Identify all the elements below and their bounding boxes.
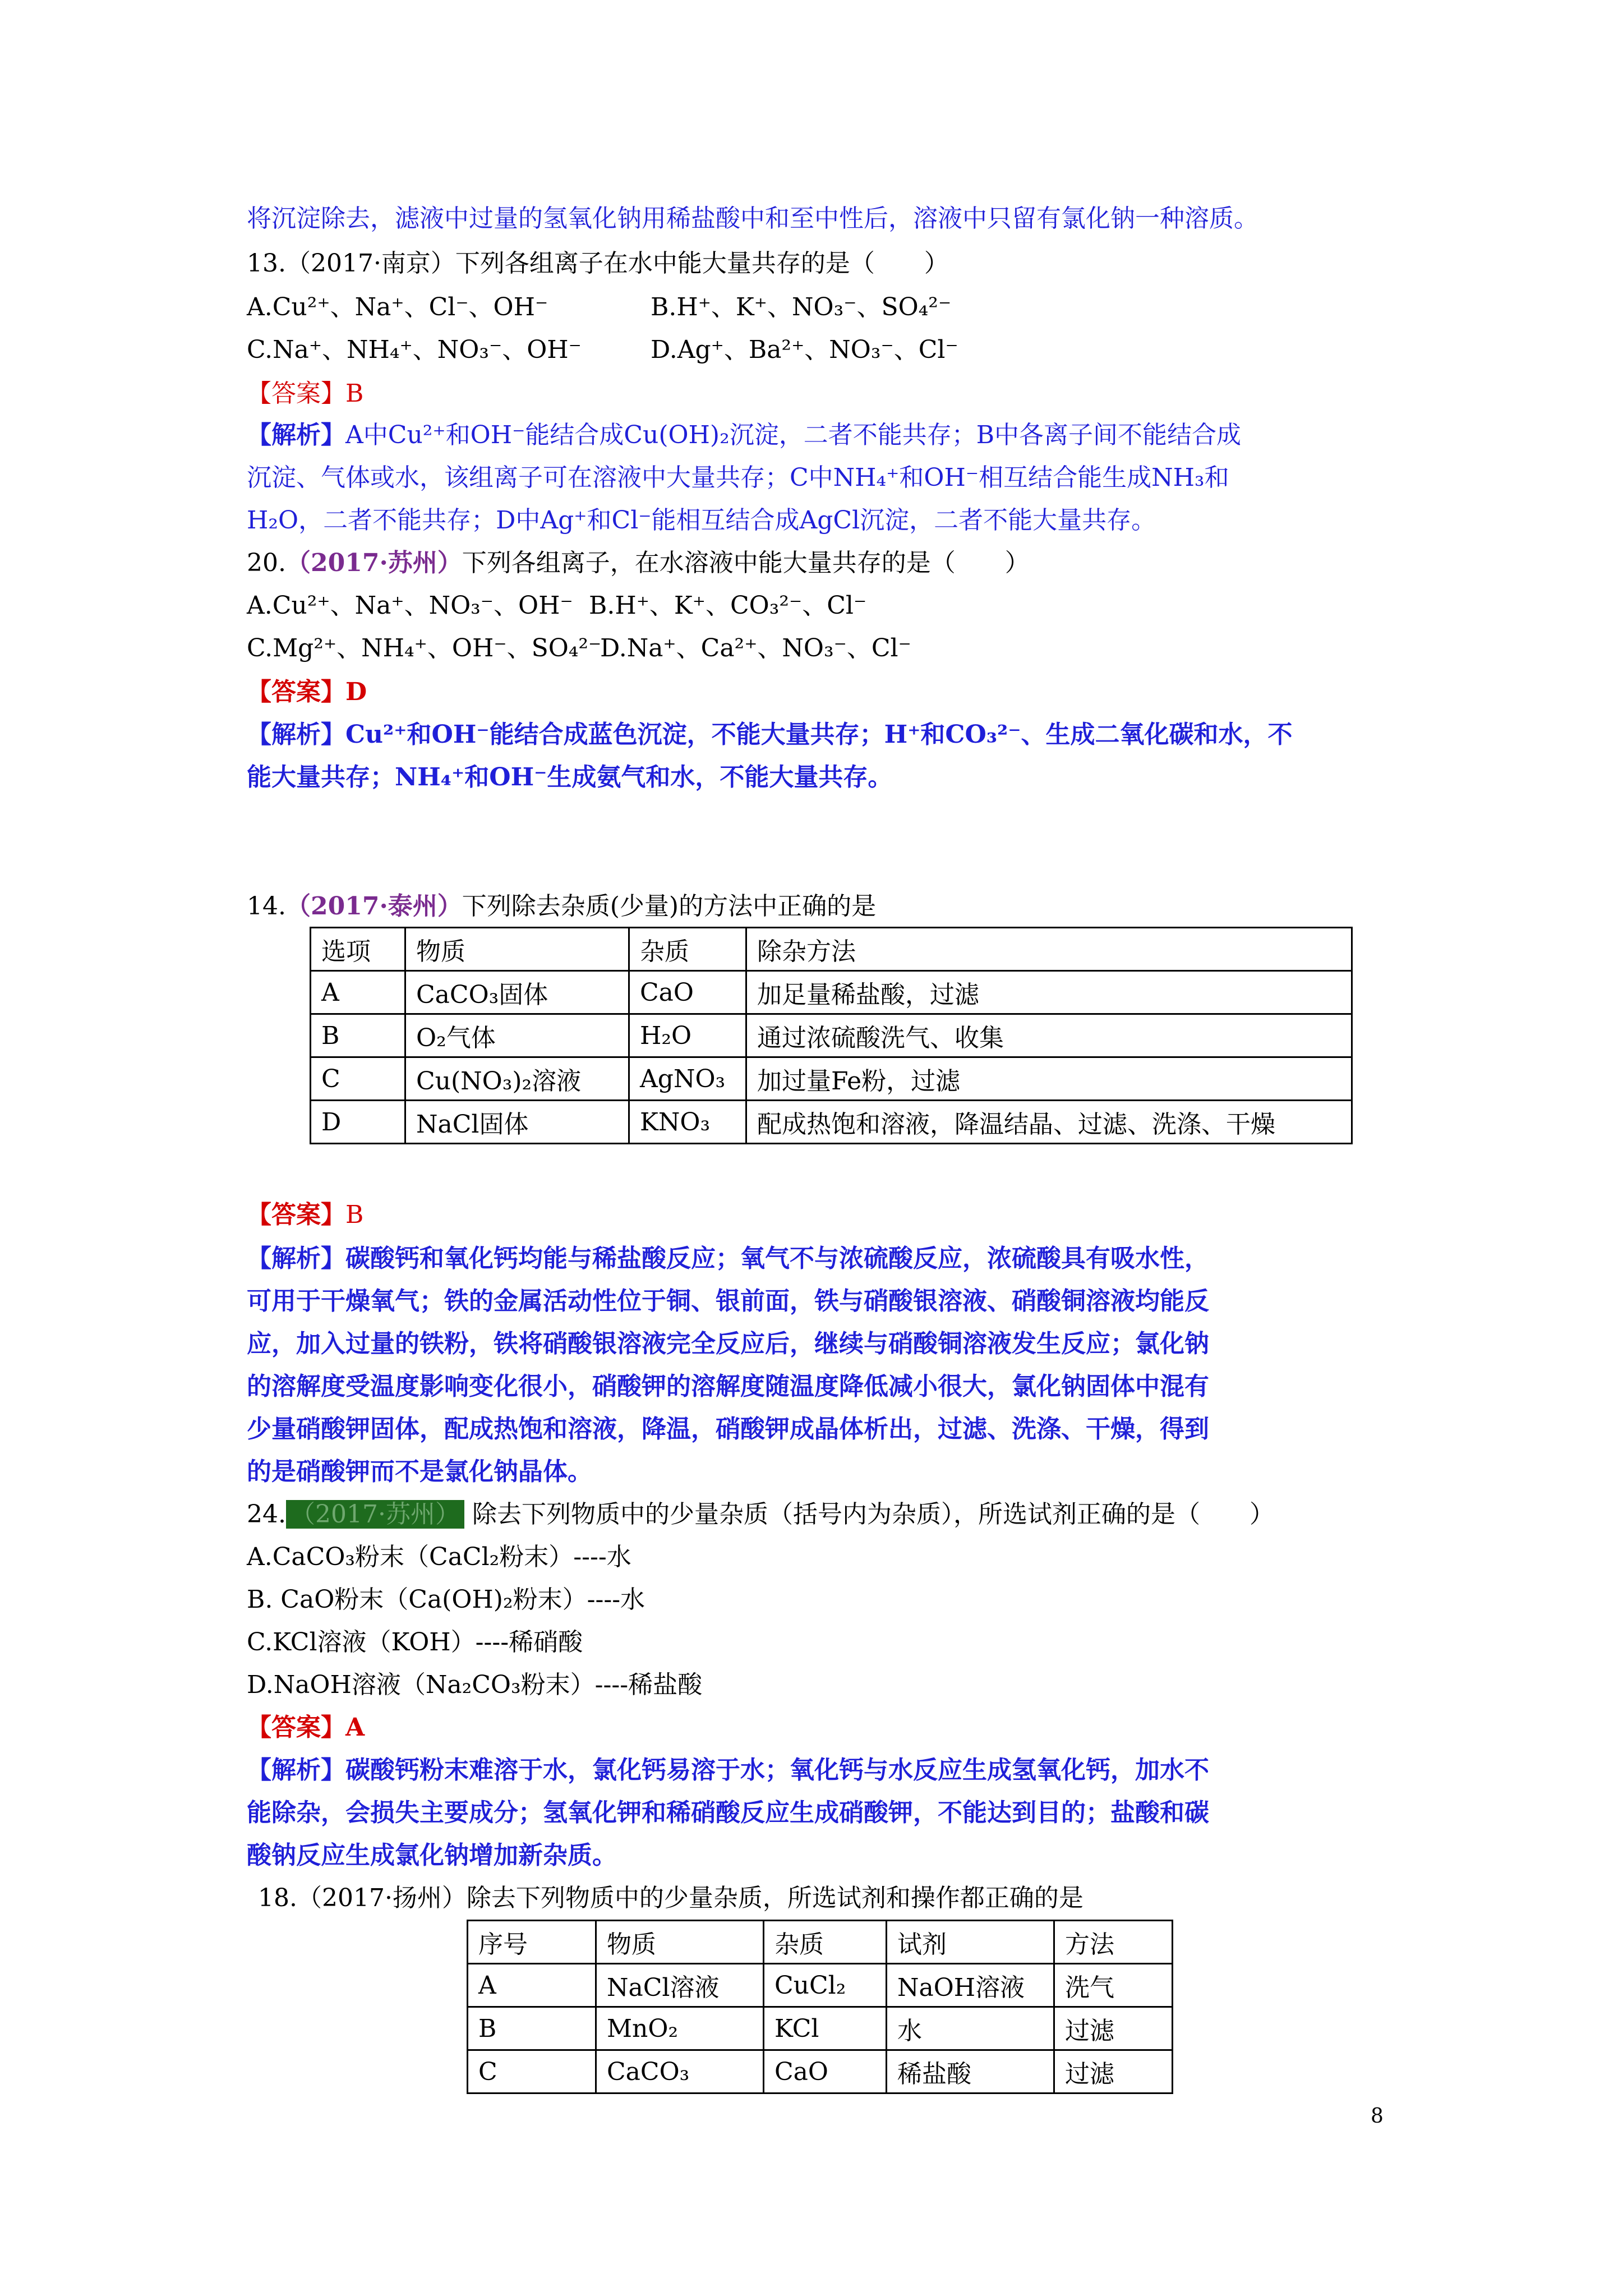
q13-option-b: B.H⁺、K⁺、NO₃⁻、SO₄²⁻ <box>651 293 952 321</box>
table-row <box>311 1057 1352 1101</box>
intro-line: 将沉淀除去，滤液中过量的氢氧化钠用稀盐酸中和至中性后，溶液中只留有氯化钠一种溶质。 <box>247 204 1258 233</box>
q24-stem: 除去下列物质中的少量杂质（括号内为杂质），所选试剂正确的是（ ） <box>472 1500 1274 1529</box>
q13-stem: 13.（2017·南京）下列各组离子在水中能大量共存的是（ ） <box>247 249 949 278</box>
q24-option-b: B. CaO粉末（Ca(OH)₂粉末）----水 <box>247 1585 645 1614</box>
table-cell: 加足量稀盐酸，过滤 <box>746 971 1352 1014</box>
q20-source: （2017·苏州） <box>285 549 462 577</box>
table-header-row <box>311 928 1352 971</box>
q13-answer-line <box>247 372 363 415</box>
table-cell: B <box>468 2007 596 2050</box>
table-cell: H₂O <box>629 1014 746 1057</box>
q14-analysis-label: 【解析】 <box>247 1244 345 1273</box>
table-row <box>311 971 1352 1014</box>
q14-analysis-line-5: 少量硝酸钾固体，配成热饱和溶液，降温，硝酸钾成晶体析出，过滤、洗涤、干燥，得到 <box>247 1415 1209 1443</box>
table-cell: 配成热饱和溶液，降温结晶、过滤、洗涤、干燥 <box>746 1101 1352 1144</box>
q18-header-reagent: 试剂 <box>887 1921 1054 1964</box>
q13-answer-label: 【答案】 <box>247 379 345 408</box>
q20-option-a: A.Cu²⁺、Na⁺、NO₃⁻、OH⁻ <box>247 591 573 620</box>
q13-option-d: D.Ag⁺、Ba²⁺、NO₃⁻、Cl⁻ <box>651 335 958 364</box>
q24-stem-line <box>247 1493 1274 1536</box>
q14-stem-line <box>247 885 876 928</box>
q18-header-impurity: 杂质 <box>764 1921 887 1964</box>
q14-stem: 下列除去杂质(少量)的方法中正确的是 <box>462 892 877 921</box>
q20-stem: 下列各组离子，在水溶液中能大量共存的是（ ） <box>462 549 1030 577</box>
q20-analysis-line-2: 能大量共存；NH₄⁺和OH⁻生成氨气和水，不能大量共存。 <box>247 763 893 792</box>
q14-answer-line <box>247 1194 363 1236</box>
table-cell: CuCl₂ <box>764 1964 887 2007</box>
q14-answer: B <box>345 1200 364 1229</box>
q14-source: （2017·泰州） <box>285 892 462 921</box>
table-cell: O₂气体 <box>405 1014 629 1057</box>
table-cell: 过滤 <box>1054 2007 1173 2050</box>
q20-answer-line <box>247 671 367 714</box>
q13-option-a: A.Cu²⁺、Na⁺、Cl⁻、OH⁻ <box>247 293 548 321</box>
table-cell: CaO <box>629 971 746 1014</box>
q24-analysis-text-1: 碳酸钙粉末难溶于水，氯化钙易溶于水；氧化钙与水反应生成氢氧化钙，加水不 <box>345 1756 1209 1784</box>
q20-answer-label: 【答案】 <box>247 678 345 706</box>
q13-analysis-text-1: A中Cu²⁺和OH⁻能结合成Cu(OH)₂沉淀，二者不能共存；B中各离子间不能结合成 <box>345 421 1242 449</box>
table-cell: NaOH溶液 <box>887 1964 1054 2007</box>
table-cell: 通过浓硫酸洗气、收集 <box>746 1014 1352 1057</box>
q14-table <box>310 927 1353 1144</box>
table-cell: 水 <box>887 2007 1054 2050</box>
q24-answer: A <box>345 1713 365 1742</box>
q13-option-c: C.Na⁺、NH₄⁺、NO₃⁻、OH⁻ <box>247 335 582 364</box>
q14-header-option: 选项 <box>311 928 405 971</box>
table-cell: C <box>468 2050 596 2093</box>
table-cell: 加过量Fe粉，过滤 <box>746 1057 1352 1101</box>
q24-answer-label: 【答案】 <box>247 1713 345 1742</box>
q24-option-d: D.NaOH溶液（Na₂CO₃粉末）----稀盐酸 <box>247 1671 703 1699</box>
table-row <box>311 1101 1352 1144</box>
q13-analysis-line-2: 沉淀、气体或水，该组离子可在溶液中大量共存；C中NH₄⁺和OH⁻相互结合能生成NH₃和 <box>247 463 1229 492</box>
q24-number: 24. <box>247 1500 286 1529</box>
table-cell: 稀盐酸 <box>887 2050 1054 2093</box>
table-cell: KCl <box>764 2007 887 2050</box>
table-cell: MnO₂ <box>596 2007 764 2050</box>
q20-number: 20. <box>247 549 286 577</box>
table-cell: CaCO₃ <box>596 2050 764 2093</box>
table-cell: CaO <box>764 2050 887 2093</box>
q14-analysis-line-6: 的是硝酸钾而不是氯化钠晶体。 <box>247 1457 592 1486</box>
q14-analysis-text-1: 碳酸钙和氧化钙均能与稀盐酸反应；氧气不与浓硫酸反应，浓硫酸具有吸水性， <box>345 1244 1209 1273</box>
table-row <box>311 1014 1352 1057</box>
q14-header-method: 除杂方法 <box>746 928 1352 971</box>
q14-header-impurity: 杂质 <box>629 928 746 971</box>
q24-analysis-line-3: 酸钠反应生成氯化钠增加新杂质。 <box>247 1841 617 1870</box>
q24-analysis-line-1 <box>247 1749 1209 1792</box>
q20-answer: D <box>345 678 367 706</box>
table-cell: Cu(NO₃)₂溶液 <box>405 1057 629 1101</box>
q14-answer-label: 【答案】 <box>247 1200 345 1229</box>
q13-answer: B <box>345 379 364 408</box>
table-cell: 过滤 <box>1054 2050 1173 2093</box>
q18-header-number: 序号 <box>468 1921 596 1964</box>
q24-answer-line <box>247 1706 365 1749</box>
q14-analysis-line-4: 的溶解度受温度影响变化很小，硝酸钾的溶解度随温度降低减小很大，氯化钠固体中混有 <box>247 1372 1209 1401</box>
q14-header-substance: 物质 <box>405 928 629 971</box>
q14-analysis-line-3: 应，加入过量的铁粉，铁将硝酸银溶液完全反应后，继续与硝酸铜溶液发生反应；氯化钠 <box>247 1329 1209 1358</box>
q13-analysis-line-3: H₂O，二者不能共存；D中Ag⁺和Cl⁻能相互结合成AgCl沉淀，二者不能大量共存。 <box>247 506 1156 535</box>
table-cell: B <box>311 1014 405 1057</box>
q14-number: 14. <box>247 892 286 921</box>
table-row <box>468 2007 1173 2050</box>
table-cell: A <box>468 1964 596 2007</box>
q13-analysis-label: 【解析】 <box>247 421 345 449</box>
q18-stem: 18.（2017·扬州）除去下列物质中的少量杂质，所选试剂和操作都正确的是 <box>258 1884 1083 1912</box>
q20-analysis-label: 【解析】 <box>247 720 345 749</box>
q20-option-c: C.Mg²⁺、NH₄⁺、OH⁻、SO₄²⁻ <box>247 634 602 662</box>
q20-analysis-text-1: Cu²⁺和OH⁻能结合成蓝色沉淀，不能大量共存；H⁺和CO₃²⁻、生成二氧化碳和水，不 <box>345 720 1293 749</box>
table-cell: NaCl固体 <box>405 1101 629 1144</box>
table-row <box>468 1964 1173 2007</box>
table-cell: CaCO₃固体 <box>405 971 629 1014</box>
q24-analysis-line-2: 能除杂，会损失主要成分；氢氧化钾和稀硝酸反应生成硝酸钾，不能达到目的；盐酸和碳 <box>247 1798 1209 1827</box>
q20-option-d: D.Na⁺、Ca²⁺、NO₃⁻、Cl⁻ <box>600 634 911 662</box>
q18-header-method: 方法 <box>1054 1921 1173 1964</box>
table-cell: C <box>311 1057 405 1101</box>
table-cell: 洗气 <box>1054 1964 1173 2007</box>
q20-analysis-line-1 <box>247 714 1293 756</box>
q13-analysis-line-1 <box>247 414 1241 457</box>
table-row <box>468 2050 1173 2093</box>
q24-option-a: A.CaCO₃粉末（CaCl₂粉末）----水 <box>247 1543 631 1571</box>
q14-analysis-line-2: 可用于干燥氧气；铁的金属活动性位于铜、银前面，铁与硝酸银溶液、硝酸铜溶液均能反 <box>247 1287 1209 1315</box>
table-cell: A <box>311 971 405 1014</box>
table-cell: D <box>311 1101 405 1144</box>
q24-option-c: C.KCl溶液（KOH）----稀硝酸 <box>247 1628 583 1657</box>
q24-analysis-label: 【解析】 <box>247 1756 345 1784</box>
table-cell: NaCl溶液 <box>596 1964 764 2007</box>
table-cell: KNO₃ <box>629 1101 746 1144</box>
q14-analysis-line-1 <box>247 1237 1209 1280</box>
q20-stem-line <box>247 542 1030 585</box>
q18-header-substance: 物质 <box>596 1921 764 1964</box>
table-header-row <box>468 1921 1173 1964</box>
page-number: 8 <box>1371 2105 1384 2128</box>
q18-table <box>467 1920 1173 2094</box>
q24-source: （2017·苏州） <box>286 1500 464 1529</box>
q20-option-b: B.H⁺、K⁺、CO₃²⁻、Cl⁻ <box>589 591 867 620</box>
table-cell: AgNO₃ <box>629 1057 746 1101</box>
